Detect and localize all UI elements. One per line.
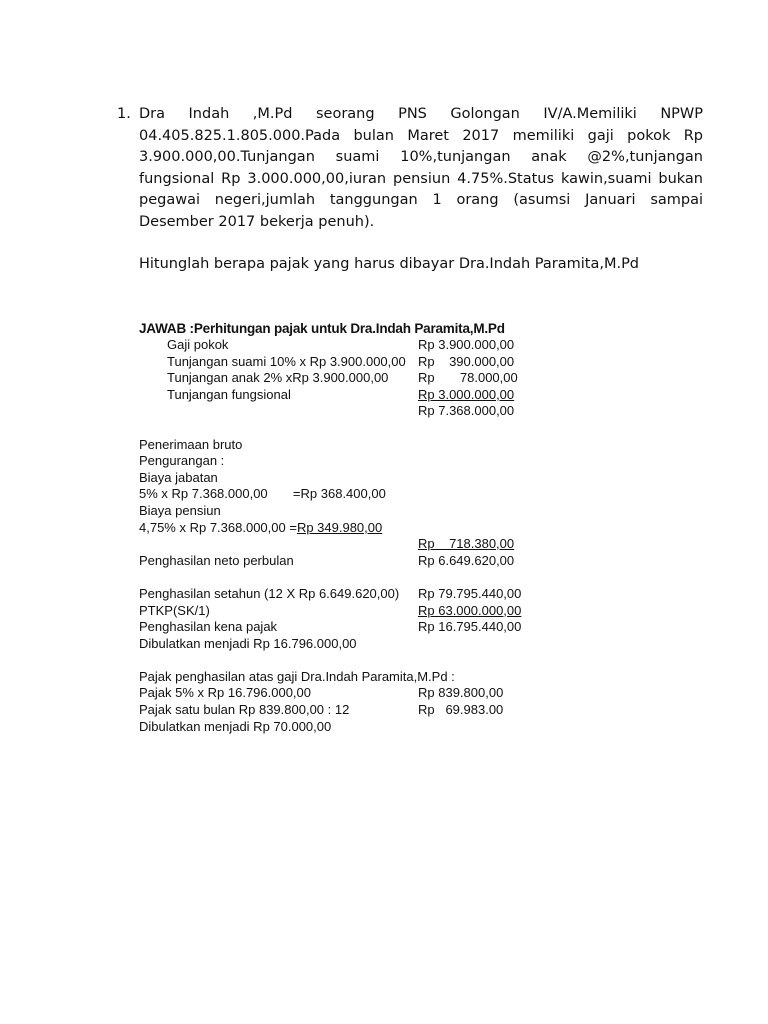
row-label: Penghasilan kena pajak [139,619,278,635]
answer-block [139,320,539,735]
row-value: Rp 839.800,00 [418,685,504,701]
jabatan-label-row [139,470,539,487]
income-total-value: Rp 7.368.000,00 [418,403,515,419]
row-label: Tunjangan anak 2% xRp 3.900.000,00 [167,370,389,386]
pkp-row [139,619,539,636]
answer-title: JAWAB :Perhitungan pajak untuk Dra.Indah Paramita,M.Pd [139,321,505,336]
ptkp-row [139,603,539,620]
pensiun-label-row [139,503,539,520]
spacer [139,420,539,437]
income-row-gaji [139,337,539,354]
pkp-rounded-row [139,636,539,653]
income-row-anak [139,370,539,387]
row-label: PTKP(SK/1) [139,602,210,618]
bruto-row [139,437,539,454]
row-value: Rp 78.000,00 [418,370,518,386]
row-label: Penghasilan setahun (12 X Rp 6.649.620,00) [139,585,400,601]
spacer [139,569,539,586]
spacer [139,652,539,669]
row-label: Tunjangan suami 10% x Rp 3.900.000,00 [167,353,406,369]
row-label: Gaji pokok [167,337,229,352]
deduction-total-row [139,536,539,553]
deduction-total-value: Rp 718.380,00 [418,536,515,552]
row-value: Rp 3.900.000,00 [418,337,515,352]
row-label: Pajak penghasilan atas gaji Dra.Indah Paramita,M.Pd : [139,668,455,684]
row-label: Dibulatkan menjadi Rp 70.000,00 [139,718,332,734]
pensiun-calc-value: Rp 349.980,00 [296,519,383,535]
row-value: Rp 79.795.440,00 [418,585,522,601]
setahun-row [139,586,539,603]
row-label: Tunjangan fungsional [167,386,291,402]
income-row-fungsional [139,387,539,404]
row-label: 5% x Rp 7.368.000,00 =Rp 368.400,00 [139,486,386,502]
row-value: Rp 6.649.620,00 [418,552,515,568]
row-label: Penerimaan bruto [139,436,243,452]
row-label: Pajak 5% x Rp 16.796.000,00 [139,685,312,701]
row-label: Pengurangan : [139,453,225,469]
income-total-row [139,403,539,420]
question-ask: Hitunglah berapa pajak yang harus dibayar Dra.Indah Paramita,M.Pd [139,256,640,272]
row-value: Rp 69.983.00 [418,702,504,718]
row-label: Penghasilan neto perbulan [139,552,294,568]
question-text: Dra Indah ,M.Pd seorang PNS Golongan IV/A.Memiliki NPWP 04.405.825.1.805.000.Pada bulan Maret 2017 memiliki gaji pokok Rp 3.900.000,00.Tunjangan suami 10%,tunjangan anak @2%,tunjangan fungsional Rp 3.000.000,00,iuran pensiun 4.75%.Status kawin,suami bukan pegawai negeri,jumlah tanggungan 1 orang (asumsi Januari sampai Desember 2017 bekerja penuh). [139,106,703,230]
tax-5pct-row [139,685,539,702]
pensiun-calc-prefix: 4,75% x Rp 7.368.000,00 = [139,519,297,535]
pensiun-calc-row [139,520,539,537]
jabatan-calc-row [139,486,539,503]
tax-rounded-row [139,719,539,736]
question-number: 1. [117,106,131,122]
question-block [117,104,703,276]
tax-header-row [139,669,539,686]
tax-monthly-row [139,702,539,719]
row-value: Rp 390.000,00 [418,353,515,369]
row-value: Rp 3.000.000,00 [418,386,515,402]
income-row-suami [139,354,539,371]
row-label: Biaya pensiun [139,502,221,518]
pengurangan-row [139,453,539,470]
row-value: Rp 16.795.440,00 [418,619,522,635]
row-label: Biaya jabatan [139,469,218,485]
row-value: Rp 63.000.000,00 [418,602,522,618]
row-label: Dibulatkan menjadi Rp 16.796.000,00 [139,635,357,651]
neto-row [139,553,539,570]
row-label: Pajak satu bulan Rp 839.800,00 : 12 [139,702,350,718]
